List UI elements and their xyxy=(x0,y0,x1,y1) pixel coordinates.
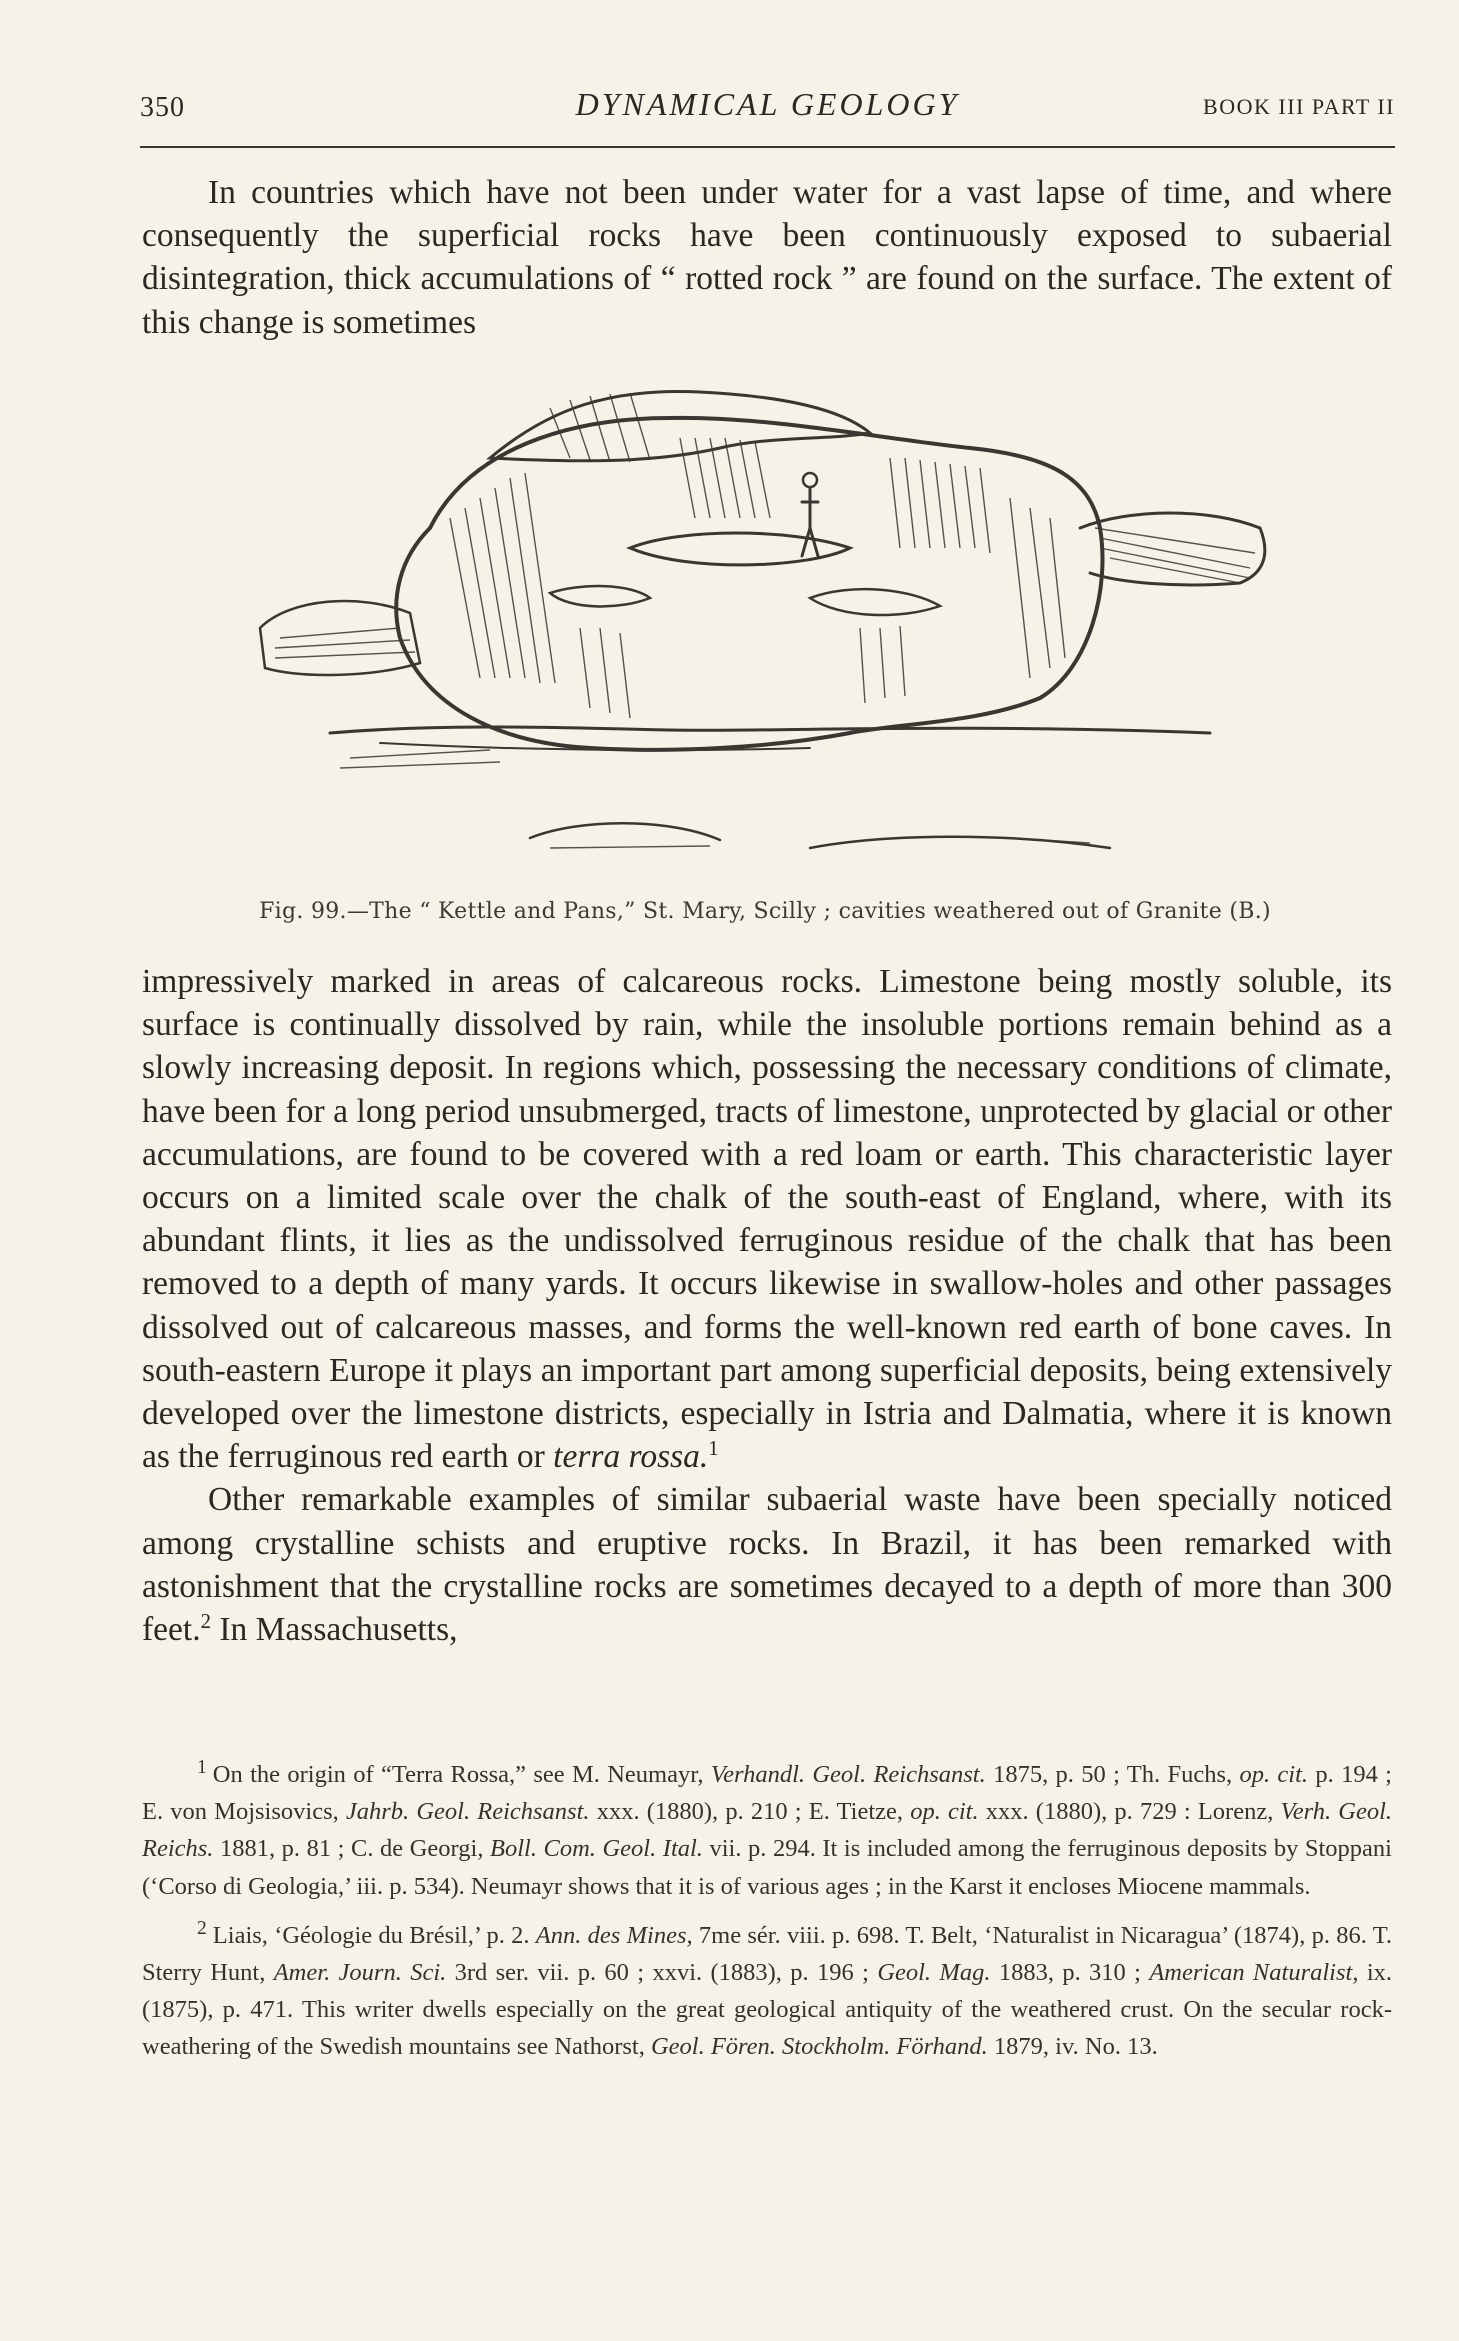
footnotes xyxy=(142,1756,1392,2078)
footnote-marker-2: 2 xyxy=(200,1609,211,1633)
paragraph-2-italic-term: terra rossa. xyxy=(553,1438,709,1476)
paragraph-2-text: impressively marked in areas of calcareous rocks. Limestone being mostly soluble, its surface is continually dissolved by rain, while the insoluble portions remain behind as a slowly increasing deposit. In regions which, possessing the necessary conditions of climate, have been for a long period unsubmerged, tracts of limestone, unprotected by glacial or other accumulations, are found to be covered with a red loam or earth. This characteristic layer occurs on a limited scale over the chalk of the south-east of England, where, with its abundant flints, it lies as the undissolved ferruginous residue of the chalk that has been removed to a depth of many yards. It occurs likewise in swallow-holes and other passages dissolved out of calcareous masses, and forms the well-known red earth of bone caves. In south-eastern Europe it plays an important part among superficial deposits, being extensively developed over the limestone districts, especially in Istria and Dalmatia, where it is known as the ferruginous red earth or xyxy=(142,963,1392,1476)
footnote-1-citation: Jahrb. Geol. Reichsanst. xyxy=(345,1798,590,1826)
footnote-marker-1: 1 xyxy=(708,1437,719,1461)
footnote-2-citation: Geol. Fören. Stockholm. Förhand. xyxy=(650,2033,988,2061)
page-number: 350 xyxy=(140,92,185,123)
footnote-2-citation: Geol. Mag. xyxy=(877,1959,991,1987)
footnote-1-text: 1881, p. 81 ; C. de Georgi, xyxy=(213,1835,490,1863)
footnote-2-citation: Amer. Journ. Sci. xyxy=(273,1959,447,1987)
footnote-2 xyxy=(142,1917,1392,2066)
figure-caption: Fig. 99.—The “ Kettle and Pans,” St. Mary, Scilly ; cavities weathered out of Granite (B.) xyxy=(259,899,1271,924)
footnote-1-text: 1875, p. 50 ; Th. Fuchs, xyxy=(985,1761,1240,1788)
footnote-1-citation: op. cit. xyxy=(1239,1761,1309,1788)
footnote-1-citation: Verhandl. Geol. Reichsanst. xyxy=(710,1761,986,1788)
footnote-1-citation: Boll. Com. Geol. Ital. xyxy=(490,1835,703,1863)
footnote-1-text: vii. p. 294. It is included among the ferruginous deposits by Stoppani (‘Corso di Geologia,’ iii. p. 534). Neumayr shows that it is of various ages ; in the Karst it encloses Miocene mammals. xyxy=(142,1835,1392,1900)
footnote-1-text: p. 194 ; E. von Mojsisovics, xyxy=(142,1761,1392,1826)
footnote-2-number: 2 xyxy=(197,1917,207,1939)
footnote-1 xyxy=(142,1756,1392,1905)
footnote-2-citation: Ann. des Mines, xyxy=(535,1921,693,1949)
header-rule xyxy=(140,146,1395,148)
paragraph-3 xyxy=(142,1478,1392,1651)
granite-boulder-engraving xyxy=(250,378,1290,890)
footnote-1-text: On the origin of “Terra Rossa,” see M. Neumayr, xyxy=(212,1761,711,1788)
footnote-1-text: xxx. (1880), p. 210 ; E. Tietze, xyxy=(589,1798,911,1826)
running-header xyxy=(140,84,1395,128)
footnote-2-text: Liais, ‘Géologie du Brésil,’ p. 2. xyxy=(212,1921,536,1949)
figure-illustration xyxy=(250,378,1290,890)
paragraph-3-text: Other remarkable examples of similar subaerial waste have been specially noticed among crystalline schists and eruptive rocks. In Brazil, it has been remarked with astonishment that the crystalline rocks are sometimes decayed to a depth of more than 300 feet. xyxy=(142,1481,1392,1649)
footnote-2-text: 3rd ser. vii. p. 60 ; xxvi. (1883), p. 196 ; xyxy=(446,1959,878,1987)
footnote-1-citation: Verh. Geol. Reichs. xyxy=(142,1798,1393,1863)
footnote-2-citation: American Naturalist, xyxy=(1149,1959,1359,1987)
footnote-2-text: 1883, p. 310 ; xyxy=(990,1959,1150,1987)
footnote-1-text: xxx. (1880), p. 729 : Lorenz, xyxy=(978,1798,1281,1826)
footnote-1-number: 1 xyxy=(197,1756,207,1778)
text-block-top xyxy=(142,171,1392,344)
footnote-2-text: 1879, iv. No. 13. xyxy=(987,2033,1158,2061)
text-block-main xyxy=(142,960,1392,1651)
footnote-2-text: ix. (1875), p. 471. This writer dwells especially on the great geological antiquity of the weathered crust. On the secular rock-weathering of the Swedish mountains see Nathorst, xyxy=(142,1959,1392,2061)
book-part-label: BOOK III PART II xyxy=(1203,94,1395,119)
footnote-2-text: 7me sér. viii. p. 698. T. Belt, ‘Naturalist in Nicaragua’ (1874), p. 86. T. Sterry Hunt, xyxy=(142,1921,1392,1987)
running-title: DYNAMICAL GEOLOGY xyxy=(575,86,960,122)
paragraph-1: In countries which have not been under water for a vast lapse of time, and where consequently the superficial rocks have been continuously exposed to subaerial disintegration, thick accumulations of “ rotted rock ” are found on the surface. The extent of this change is sometimes xyxy=(142,174,1392,341)
paragraph-3-tail: In Massachusetts, xyxy=(210,1611,458,1649)
footnote-1-citation: op. cit. xyxy=(910,1798,979,1826)
paragraph-2 xyxy=(142,960,1392,1478)
